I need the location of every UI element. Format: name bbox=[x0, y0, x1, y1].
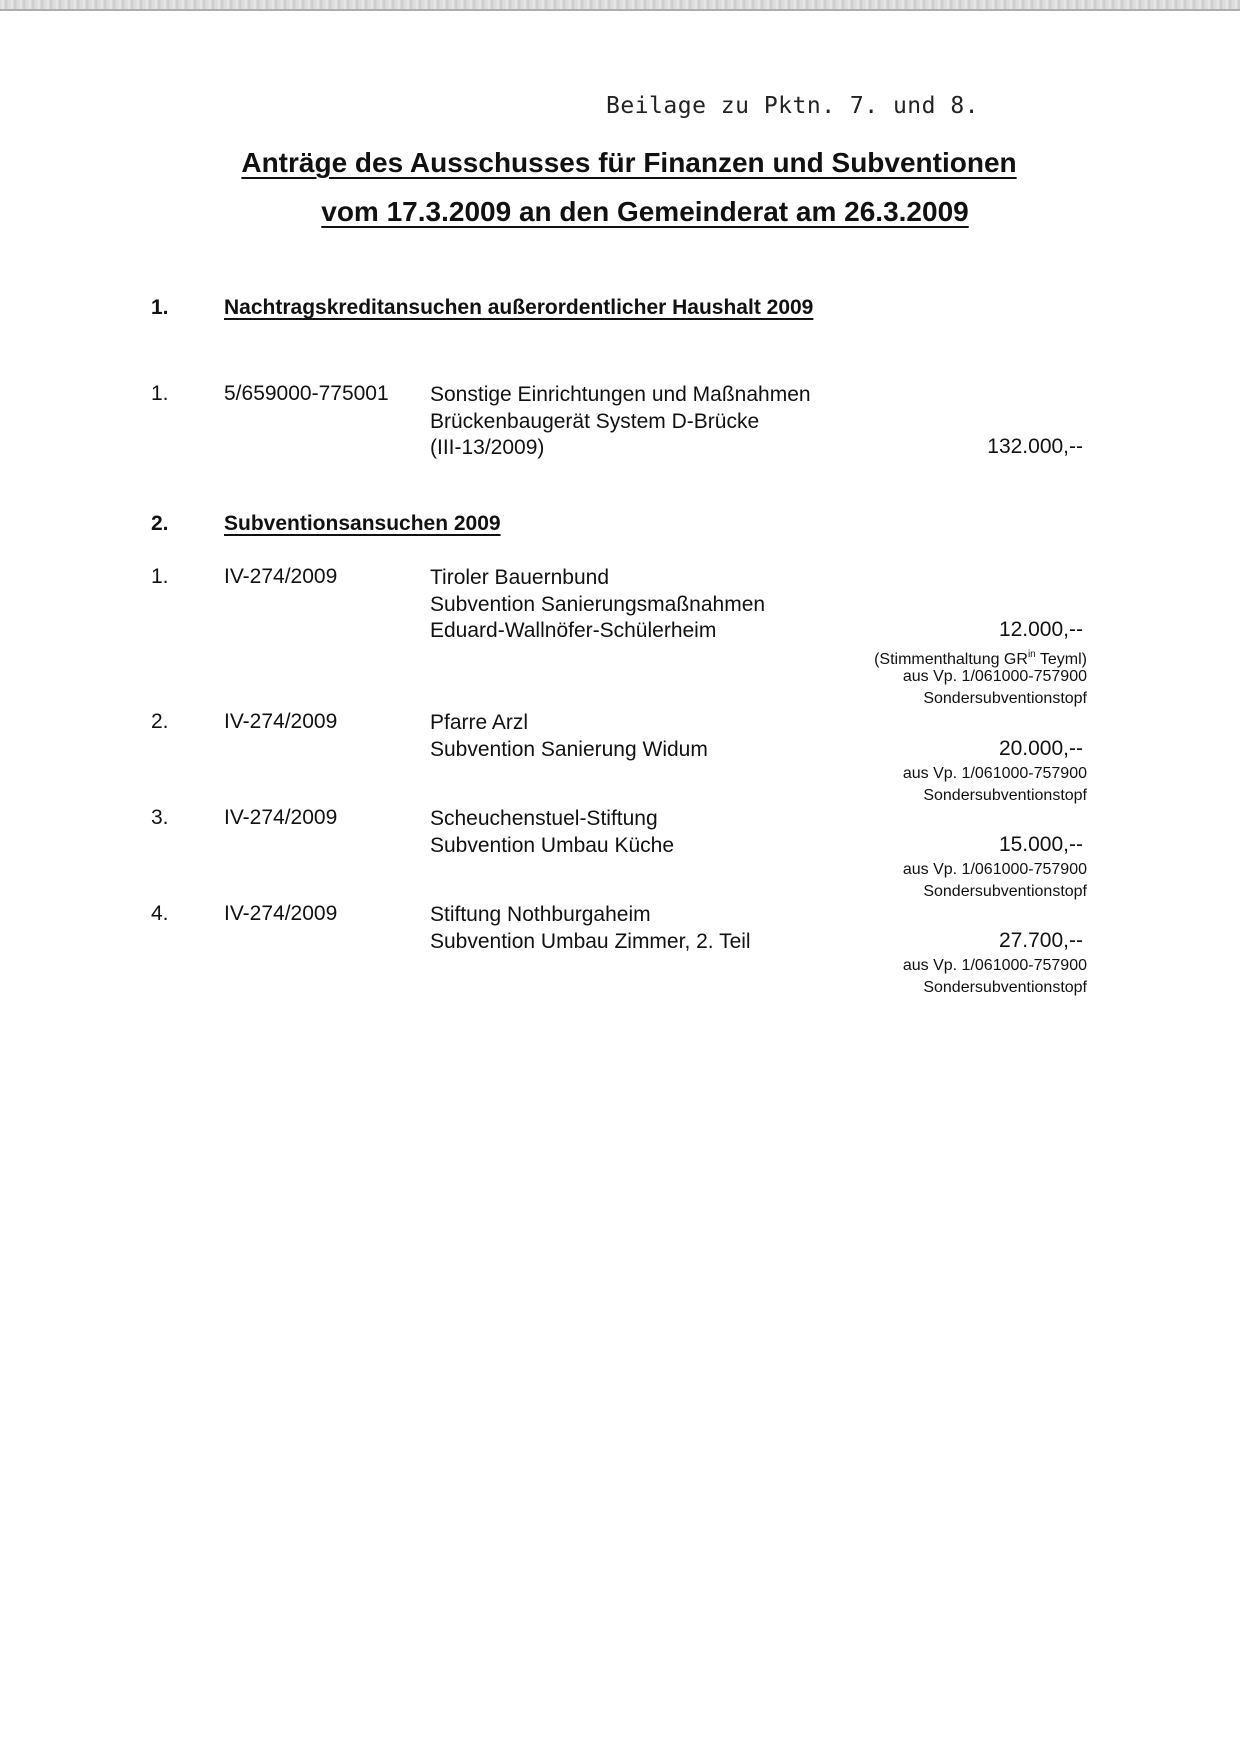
fund-name: Sondersubventionstopf bbox=[923, 979, 1087, 996]
description-line: Pfarre Arzl bbox=[430, 711, 529, 734]
file-code: IV-274/2009 bbox=[224, 565, 338, 588]
item-amount: 12.000,-- bbox=[998, 618, 1083, 641]
section-2-number: 2. bbox=[151, 512, 169, 535]
item-description bbox=[430, 902, 751, 955]
budget-source: aus Vp. 1/061000-757900 bbox=[902, 957, 1087, 974]
description-line: (III-13/2009) bbox=[430, 436, 545, 459]
section-2-heading: Subventionsansuchen 2009 bbox=[224, 512, 501, 535]
description-line: Subvention Umbau Zimmer, 2. Teil bbox=[430, 929, 751, 953]
item-description bbox=[430, 806, 674, 859]
item-amount: 20.000,-- bbox=[998, 737, 1083, 760]
budget-source: aus Vp. 1/061000-757900 bbox=[902, 861, 1087, 878]
item-description bbox=[430, 382, 811, 462]
file-code: IV-274/2009 bbox=[224, 710, 338, 733]
item-number: 1. bbox=[151, 382, 169, 405]
item-number: 2. bbox=[151, 710, 169, 733]
description-line: Eduard-Wallnöfer-Schülerheim bbox=[430, 619, 717, 642]
description-line: Subvention Sanierungsmaßnahmen bbox=[430, 592, 766, 616]
description-line: Tiroler Bauernbund bbox=[430, 566, 609, 589]
description-line: Subvention Umbau Küche bbox=[430, 833, 674, 857]
budget-code: 5/659000-775001 bbox=[224, 382, 389, 405]
scan-edge bbox=[0, 0, 1240, 9]
item-number: 3. bbox=[151, 806, 169, 829]
item-amount: 132.000,-- bbox=[987, 435, 1083, 458]
description-line: Scheuchenstuel-Stiftung bbox=[430, 807, 658, 830]
description-line: Sonstige Einrichtungen und Maßnahmen bbox=[430, 383, 811, 406]
item-number: 1. bbox=[151, 565, 169, 588]
item-number: 4. bbox=[151, 902, 169, 925]
fund-name: Sondersubventionstopf bbox=[923, 883, 1087, 900]
budget-source: aus Vp. 1/061000-757900 bbox=[902, 668, 1087, 685]
fund-name: Sondersubventionstopf bbox=[923, 690, 1087, 707]
abstention-note: (Stimmenthaltung $GR^{in}$ Teyml) bbox=[874, 649, 1087, 668]
document-title-line-1: Anträge des Ausschusses für Finanzen und Subventionen bbox=[241, 147, 1017, 178]
budget-source: aus Vp. 1/061000-757900 bbox=[902, 765, 1087, 782]
item-amount: 27.700,-- bbox=[998, 929, 1083, 952]
file-code: IV-274/2009 bbox=[224, 902, 338, 925]
description-line: Brückenbaugerät System D-Brücke bbox=[430, 409, 760, 433]
section-1-heading: Nachtragskreditansuchen außerordentlicher Haushalt 2009 bbox=[224, 296, 814, 319]
item-description bbox=[430, 710, 708, 763]
description-line: Subvention Sanierung Widum bbox=[430, 737, 708, 761]
document-title-line-2: vom 17.3.2009 an den Gemeinderat am 26.3.2009 bbox=[321, 196, 969, 227]
description-line: Stiftung Nothburgaheim bbox=[430, 903, 651, 926]
file-code: IV-274/2009 bbox=[224, 806, 338, 829]
item-amount: 15.000,-- bbox=[998, 833, 1083, 856]
item-description bbox=[430, 565, 765, 645]
fund-name: Sondersubventionstopf bbox=[923, 787, 1087, 804]
attachment-reference: Beilage zu Pktn. 7. und 8. bbox=[606, 93, 980, 119]
section-1-number: 1. bbox=[151, 296, 169, 319]
